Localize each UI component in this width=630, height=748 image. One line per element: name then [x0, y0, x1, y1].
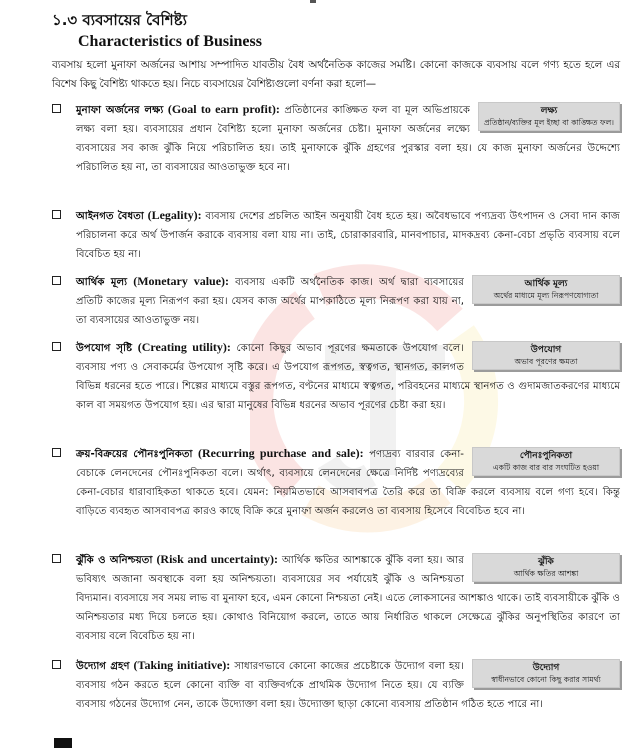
top-edge-mark — [310, 0, 316, 3]
checkbox-bullet-icon — [52, 210, 61, 219]
item-heading-bn: উপযোগ সৃষ্টি — [76, 343, 133, 354]
box-title: লক্ষ্য — [540, 106, 558, 116]
item-text: প্রতিষ্ঠানের কাঙ্ক্ষিত ফল বা মূল অভিপ্রায়কে লক্ষ্য বলা হয়। ব্যবসায়ের প্রধান বৈশিষ্ট্য হলো মুনাফা অর্জনের চেষ্টা। মুনাফা অর্জনের লক্ষ্যে ব্যবসায়ের সব কাজ ঝুঁকি নিয়ে পরিচালিত হয়। তাই মুনাফাকে ঝুঁকি গ্রহণের পুরস্কার বলা হয়। যে কাজ মুনাফা অর্জনের উদ্দেশ্যে পরিচালিত হয় না, তা ব্যবসায়ের আওতাভুক্ত হবে না। — [76, 105, 620, 173]
item-heading-bn: উদ্যোগ গ্রহণ — [76, 661, 130, 672]
checkbox-bullet-icon — [52, 276, 61, 285]
list-item — [52, 550, 620, 646]
list-item — [52, 656, 620, 714]
item-heading-en: (Creating utility): — [137, 340, 231, 354]
item-text: আর্থিক ক্ষতির আশঙ্কাকে ঝুঁকি বলা হয়। আর ভবিষ্যৎ অজানা অবস্থাকে বলা হয় অনিশ্চয়তা। ব্যবসায়ের সব পর্যায়েই ঝুঁকি ও অনিশ্চয়তা বিদ্যমান। ব্যবসায়ে সব সময় লাভ বা মুনাফা হবে, এমন কোনো নিশ্চয়তা নেই। এতে লোকসানের আশঙ্কাও থাকে। তাই ব্যবসায়ীকে ঝুঁকি ও অনিশ্চয়তার মধ্য দিয়ে চলতে হয়। কোথাও বিনিয়োগ করলে, তাতে আয় নির্ধারিত থাকলে সেক্ষেত্রে ঝুঁকির অনুপস্থিতির কারণে তা ব্যবসায় বলে বিবেচিত হয় না। — [76, 555, 620, 642]
item-heading-en: (Taking initiative): — [133, 658, 231, 672]
item-body — [76, 272, 620, 330]
checkbox-bullet-icon — [52, 554, 61, 563]
item-text: কোনো কিছুর অভাব পূরণের ক্ষমতাকে উপযোগ বলে। ব্যবসায় পণ্য ও সেবাকর্মের উপযোগ সৃষ্টি করে। এ উপযোগ রূপগত, স্বত্বগত, স্থানগত, কালগত বিভিন্ন ধরনের হতে পারে। শিল্পের মাধ্যমে বস্তুর রূপগত, বণ্টনের মাধ্যমে স্বত্বগত, পরিবহনের মাধ্যমে স্থানগত ও গুদামজাতকরণের মাধ্যমে কাল বা সময়গত উপযোগ হয়। এর দ্বারা মানুষের বিভিন্ন ধরনের অভাব পূরণের চেষ্টা করা হয়। — [76, 343, 620, 411]
box-text: আর্থিক ক্ষতির আশঙ্কা — [513, 569, 579, 578]
item-body — [76, 656, 620, 714]
item-heading-bn: আর্থিক মূল্য — [76, 277, 128, 288]
item-text: পণ্যদ্রব্য বারবার কেনা-বেচাকে লেনদেনের পৌনঃপুনিকতা বলে। অর্থাৎ, ব্যবসায়ে লেনদেনের ক্ষেত্রে নির্দিষ্ট পণ্যদ্রব্যের কেনা-বেচার ধারাবাহিকতা থাকতে হবে। যেমন: নিয়মিতভাবে আসবাবপত্র তৈরি করে তা বিক্রি করলে ব্যবসায় বলে গণ্য হবে। কিন্তু বাড়িতে ব্যবহৃত আসবাবপত্র কারও কাছে বিক্রি করে মুনাফা অর্জন করলেও তা ব্যবসায় হিসেবে বিবেচিত হবে না। — [76, 449, 620, 517]
box-text: স্বাধীনভাবে কোনো কিছু করার সামর্থ্য — [491, 675, 601, 684]
item-heading-bn: ক্রয়-বিক্রয়ের পৌনঃপুনিকতা — [76, 449, 193, 460]
item-text: ব্যবসায় একটি অর্থনৈতিক কাজ। অর্থ দ্বারা ব্যবসায়ের প্রতিটি কাজের মূল্য নিরূপণ করা হয়। যেসব কাজ অর্থের মাপকাঠিতে মূল্য নিরূপণ করা যায় না, তা ব্যবসায়ের আওতাভুক্ত নয়। — [76, 277, 464, 326]
item-heading-bn: ঝুঁকি ও অনিশ্চয়তা — [76, 555, 153, 566]
box-title: ঝুঁকি — [538, 557, 554, 567]
list-item — [52, 338, 620, 415]
checkbox-bullet-icon — [52, 448, 61, 457]
item-heading-en: (Recurring purchase and sale): — [198, 446, 364, 460]
item-heading-bn: আইনগত বৈধতা — [76, 211, 144, 222]
list-item — [52, 100, 620, 177]
publisher-logo-icon — [54, 738, 72, 748]
box-text: একটি কাজ বার বার সংঘটিত হওয়া — [492, 463, 600, 472]
item-heading-en: (Monetary value): — [133, 274, 230, 288]
checkbox-bullet-icon — [52, 660, 61, 669]
section-title: ১.৩ ব্যবসায়ের বৈশিষ্ট্য — [52, 11, 187, 29]
item-heading-bn: মুনাফা অর্জনের লক্ষ্য — [76, 105, 164, 116]
box-title: আর্থিক মূল্য — [524, 279, 568, 289]
box-title: পৌনঃপুনিকতা — [519, 451, 573, 461]
item-body — [76, 550, 620, 646]
section-subtitle: Characteristics of Business — [78, 33, 262, 50]
sidebar-definition-box — [472, 275, 620, 304]
box-title: উপযোগ — [530, 345, 562, 355]
item-body — [76, 100, 620, 177]
item-body — [76, 206, 620, 264]
sidebar-definition-box — [478, 102, 620, 131]
sidebar-definition-box — [472, 341, 620, 370]
item-body — [76, 444, 620, 521]
sidebar-definition-box — [472, 659, 620, 688]
list-item — [52, 444, 620, 521]
intro-paragraph: ব্যবসায় হলো মুনাফা অর্জনের আশায় সম্পাদিত যাবতীয় বৈধ অর্থনৈতিক কাজের সমষ্টি। কোনো কাজকে ব্যবসায় বলে গণ্য হতে হলে এর বিশেষ কিছু বৈশিষ্ট্য থাকতে হয়। নিচে ব্যবসায়ের বৈশিষ্ট্যগুলো বর্ণনা করা হলো— — [52, 59, 620, 90]
box-text: প্রতিষ্ঠান/ব্যক্তির মূল ইচ্ছা বা কাঙ্ক্ষিত ফল। — [484, 118, 614, 127]
list-item — [52, 272, 620, 330]
item-text: ব্যবসায় দেশের প্রচলিত আইন অনুযায়ী বৈধ হতে হয়। অবৈধভাবে পণ্যদ্রব্য উৎপাদন ও সেবা দান কাজ পরিচালনা করে অর্থ উপার্জন করাকে ব্যবসায় বলা যায় না। তাই, চোরাকারবারি, মানবপাচার, মাদকদ্রব্য কেনা-বেচা প্রভৃতি ব্যবসায় বলে বিবেচিত হয় না। — [76, 211, 620, 260]
sidebar-definition-box — [472, 553, 620, 582]
box-text: অভাব পূরণের ক্ষমতা — [514, 357, 578, 366]
item-body — [76, 338, 620, 415]
box-text: অর্থের মাধ্যমে মূল্য নিরূপণযোগ্যতা — [493, 291, 599, 300]
item-heading-en: (Goal to earn profit): — [167, 102, 280, 116]
sidebar-definition-box — [472, 447, 620, 476]
box-title: উদ্যোগ — [532, 663, 560, 673]
checkbox-bullet-icon — [52, 342, 61, 351]
item-text: সাধারণভাবে কোনো কাজের প্রচেষ্টাকে উদ্যোগ বলা হয়। ব্যবসায় গঠন করতে হলে কোনো ব্যক্তি বা ব্যক্তিবর্গকে প্রাথমিক উদ্যোগ নিতে হয়। যে ব্যক্তি ব্যবসায় গঠনের উদ্যোগ নেন, তাকে উদ্যোক্তা বলা হয়। উদ্যোক্তা ছাড়া কোনো ব্যবসায় প্রতিষ্ঠান গঠিত হতে পারে না। — [76, 661, 544, 710]
item-heading-en: (Legality): — [147, 208, 202, 222]
item-heading-en: (Risk and uncertainty): — [156, 552, 279, 566]
list-item — [52, 206, 620, 264]
checkbox-bullet-icon — [52, 104, 61, 113]
